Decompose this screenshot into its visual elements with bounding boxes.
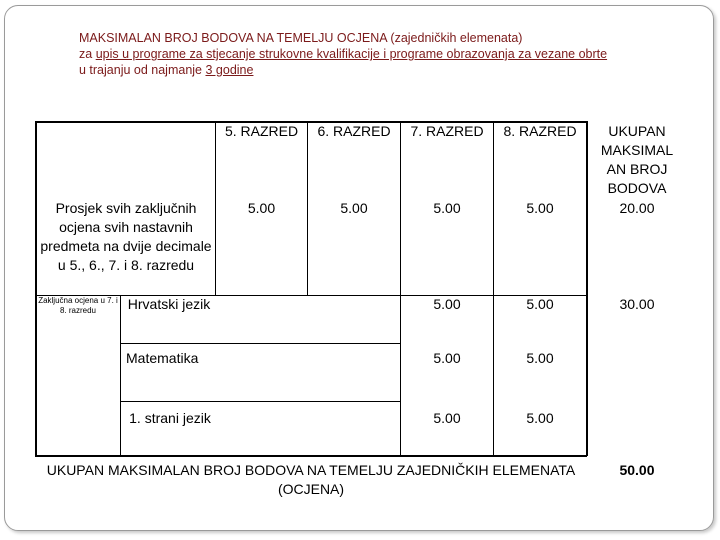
- footer-label: UKUPAN MAKSIMALAN BROJ BODOVA NA TEMELJU ZAJEDNIČKIH ELEMENATA (OCJENA): [46, 462, 576, 497]
- mathematics-grade-7: 5.00: [433, 350, 461, 366]
- average-grade-7: 5.00: [433, 200, 461, 216]
- foreign-language-grade-8: 5.00: [526, 410, 554, 426]
- row-label-average: Prosjek svih zaključnih ocjena svih nastavnih predmeta na dvije decimale u 5., 6., 7. i 8. razredu: [40, 200, 212, 273]
- footer-total: 50.00: [619, 462, 655, 478]
- column-header-grade-6: 6. RAZRED: [317, 123, 391, 139]
- croatian-grade-7: 5.00: [433, 296, 461, 312]
- mathematics-grade-8: 5.00: [526, 350, 554, 366]
- column-header-total: UKUPAN MAKSIMAL AN BROJ BODOVA: [600, 123, 674, 196]
- column-header-grade-7: 7. RAZRED: [410, 123, 484, 139]
- column-header-grade-5: 5. RAZRED: [224, 123, 299, 139]
- foreign-language-grade-7: 5.00: [433, 410, 461, 426]
- header-line-3: u trajanju od najmanje 3 godine: [79, 63, 254, 77]
- subject-foreign-language: 1. strani jezik: [129, 410, 211, 426]
- average-grade-5: 5.00: [247, 200, 276, 216]
- page-header: [79, 30, 679, 78]
- croatian-grade-8: 5.00: [526, 296, 554, 312]
- subject-croatian: Hrvatski jezik: [127, 296, 211, 312]
- average-grade-8: 5.00: [526, 200, 554, 216]
- column-header-grade-8: 8. RAZRED: [503, 123, 577, 139]
- header-duration: 3 godine: [205, 63, 254, 77]
- subject-mathematics: Matematika: [126, 350, 199, 366]
- final-grade-total: 30.00: [619, 296, 655, 312]
- header-line-2: za upis u programe za stjecanje strukovne kvalifikacije i programe obrazovanja za vezane obrte: [79, 47, 608, 61]
- header-title: MAKSIMALAN BROJ BODOVA NA TEMELJU OCJENA (zajedničkih elemenata): [79, 31, 523, 45]
- row-label-final-grade: Zaključna ocjena u 7. i 8. razredu: [38, 296, 118, 315]
- average-total: 20.00: [619, 200, 655, 216]
- header-program-link: upis u programe za stjecanje strukovne kvalifikacije i programe obrazovanja za vezane obrte: [95, 47, 608, 61]
- average-grade-6: 5.00: [340, 200, 368, 216]
